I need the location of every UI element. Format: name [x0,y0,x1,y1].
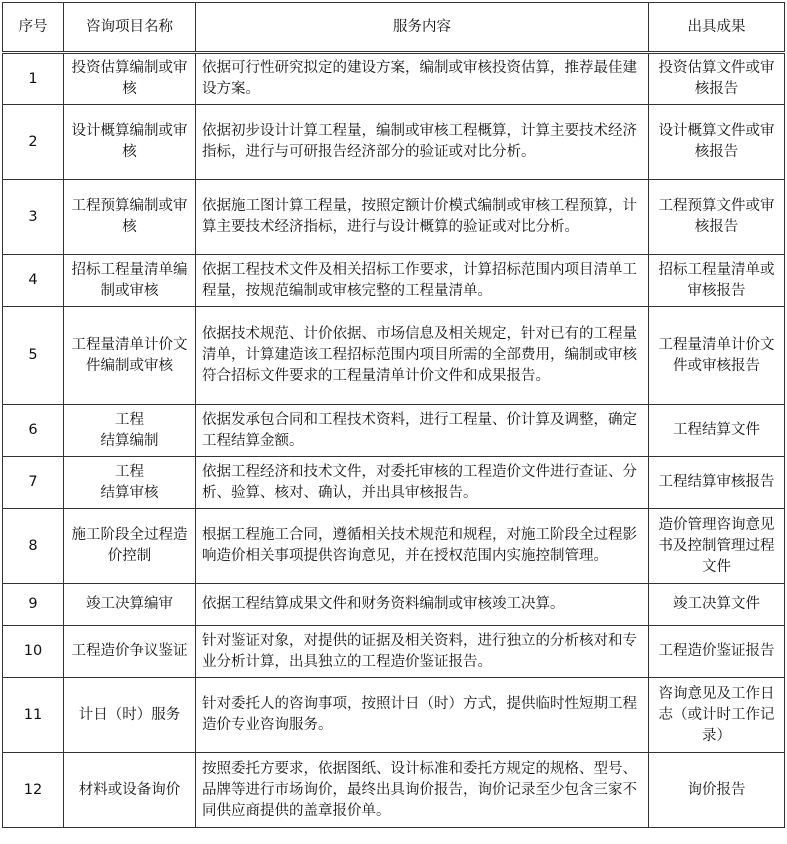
table-row [3,255,785,307]
cell-serial-no: 8 [3,509,64,584]
table-row [3,457,785,509]
cell-service-content: 依据技术规范、计价依据、市场信息及相关规定，针对已有的工程量清单，计算建造该工程招标范围内项目所需的全部费用，编制或审核符合招标文件要求的工程量清单计价文件和成果报告。 [196,307,649,405]
header-serial-no: 序号 [3,3,64,53]
consulting-services-table [2,2,785,828]
cell-serial-no: 12 [3,753,64,828]
cell-deliverable: 工程预算文件或审核报告 [649,180,785,255]
table-row [3,626,785,678]
header-project-name: 咨询项目名称 [64,3,196,53]
cell-deliverable: 造价管理咨询意见书及控制管理过程文件 [649,509,785,584]
cell-project-name: 计日（时）服务 [64,678,196,753]
cell-serial-no: 7 [3,457,64,509]
cell-service-content: 依据初步设计计算工程量，编制或审核工程概算，计算主要技术经济指标，进行与可研报告经济部分的验证或对比分析。 [196,105,649,180]
cell-project-name: 工程 结算审核 [64,457,196,509]
cell-serial-no: 11 [3,678,64,753]
cell-service-content: 按照委托方要求，依据图纸、设计标准和委托方规定的规格、型号、品牌等进行市场询价，最终出具询价报告，询价记录至少包含三家不同供应商提供的盖章报价单。 [196,753,649,828]
cell-serial-no: 5 [3,307,64,405]
cell-deliverable: 竣工决算文件 [649,584,785,626]
cell-project-name: 投资估算编制或审核 [64,53,196,105]
table-row [3,584,785,626]
cell-service-content: 依据工程结算成果文件和财务资料编制或审核竣工决算。 [196,584,649,626]
table-row [3,509,785,584]
cell-deliverable: 询价报告 [649,753,785,828]
cell-service-content: 依据工程技术文件及相关招标工作要求，计算招标范围内项目清单工程量，按规范编制或审核完整的工程量清单。 [196,255,649,307]
cell-project-name: 工程量清单计价文件编制或审核 [64,307,196,405]
cell-deliverable: 招标工程量清单或审核报告 [649,255,785,307]
cell-project-name: 工程造价争议鉴证 [64,626,196,678]
cell-project-name: 招标工程量清单编制或审核 [64,255,196,307]
cell-service-content: 针对鉴证对象，对提供的证据及相关资料，进行独立的分析核对和专业分析计算，出具独立的工程造价鉴证报告。 [196,626,649,678]
table-row [3,678,785,753]
cell-deliverable: 工程量清单计价文件或审核报告 [649,307,785,405]
table-row [3,105,785,180]
cell-serial-no: 3 [3,180,64,255]
cell-project-name: 设计概算编制或审核 [64,105,196,180]
cell-service-content: 依据工程经济和技术文件，对委托审核的工程造价文件进行查证、分析、验算、核对、确认，并出具审核报告。 [196,457,649,509]
cell-service-content: 针对委托人的咨询事项，按照计日（时）方式，提供临时性短期工程造价专业咨询服务。 [196,678,649,753]
cell-service-content: 依据可行性研究拟定的建设方案，编制或审核投资估算，推荐最佳建设方案。 [196,53,649,105]
cell-project-name: 工程 结算编制 [64,405,196,457]
cell-deliverable: 投资估算文件或审核报告 [649,53,785,105]
cell-project-name: 竣工决算编审 [64,584,196,626]
cell-service-content: 根据工程施工合同，遵循相关技术规范和规程，对施工阶段全过程影响造价相关事项提供咨询意见，并在授权范围内实施控制管理。 [196,509,649,584]
table-row [3,405,785,457]
cell-serial-no: 4 [3,255,64,307]
cell-serial-no: 2 [3,105,64,180]
cell-deliverable: 设计概算文件或审核报告 [649,105,785,180]
cell-serial-no: 10 [3,626,64,678]
cell-project-name: 材料或设备询价 [64,753,196,828]
table-header-row [3,3,785,53]
cell-service-content: 依据发承包合同和工程技术资料，进行工程量、价计算及调整，确定工程结算金额。 [196,405,649,457]
header-service-content: 服务内容 [196,3,649,53]
cell-project-name: 施工阶段全过程造价控制 [64,509,196,584]
cell-deliverable: 咨询意见及工作日志（或计时工作记录） [649,678,785,753]
cell-deliverable: 工程结算文件 [649,405,785,457]
header-deliverable: 出具成果 [649,3,785,53]
cell-service-content: 依据施工图计算工程量，按照定额计价模式编制或审核工程预算，计算主要技术经济指标，进行与设计概算的验证或对比分析。 [196,180,649,255]
table-row [3,753,785,828]
table-row [3,180,785,255]
cell-serial-no: 9 [3,584,64,626]
cell-deliverable: 工程造价鉴证报告 [649,626,785,678]
cell-deliverable: 工程结算审核报告 [649,457,785,509]
table-row [3,53,785,105]
cell-serial-no: 6 [3,405,64,457]
cell-project-name: 工程预算编制或审核 [64,180,196,255]
cell-serial-no: 1 [3,53,64,105]
table-row [3,307,785,405]
